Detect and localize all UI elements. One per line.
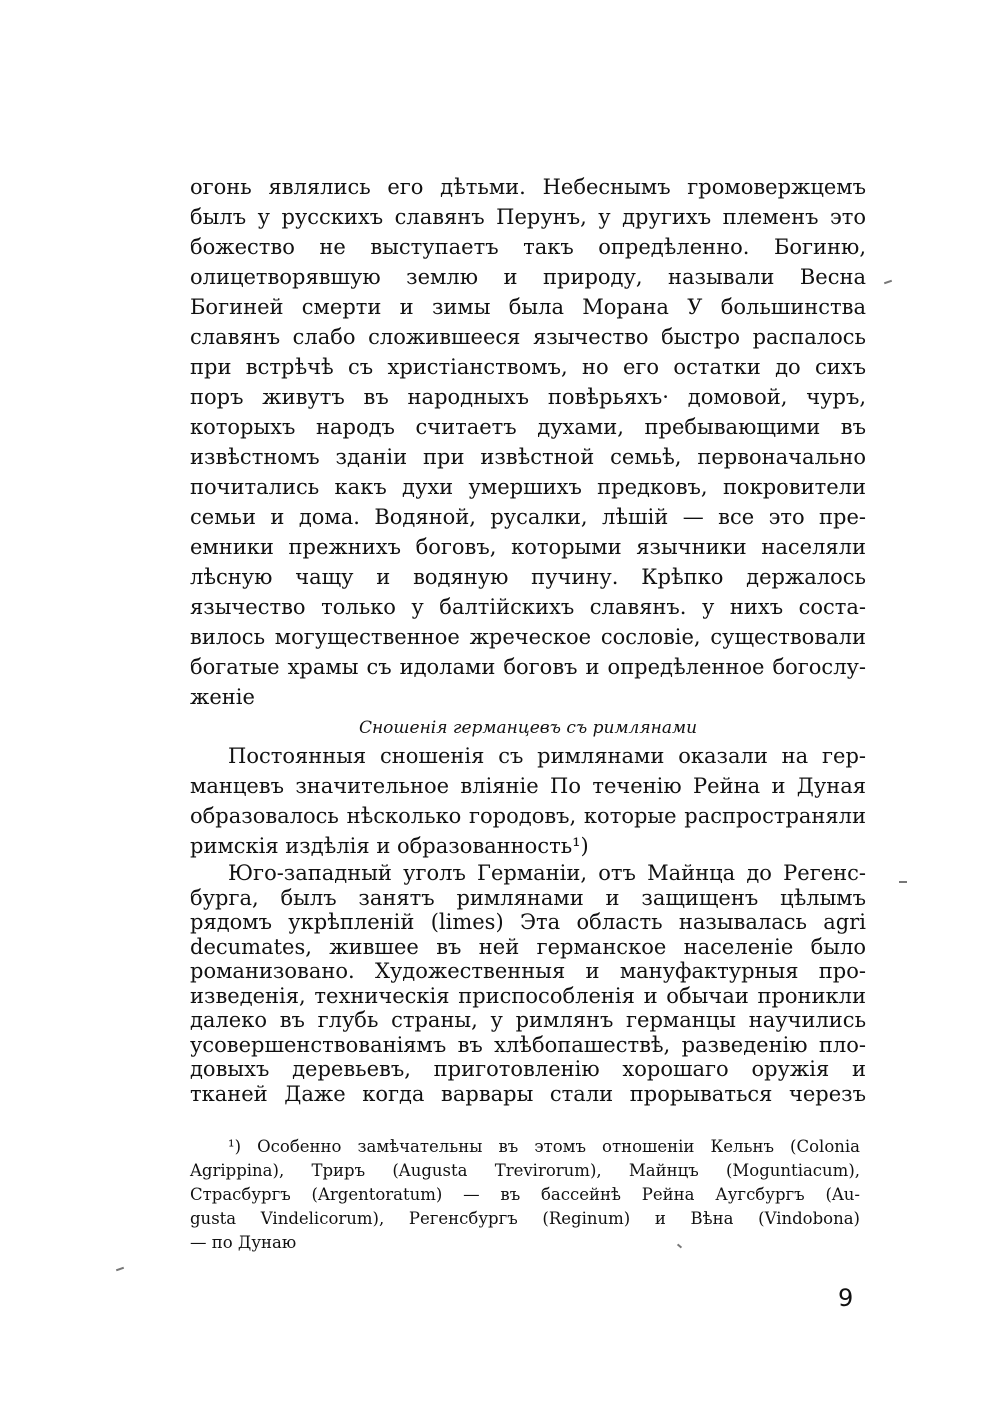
footnote-line: Agrippina), Триръ (Augusta Trevirorum), Майнцъ (Moguntiacum), xyxy=(190,1161,860,1180)
text-line: вилось могущественное жреческое сословіе, существовали xyxy=(190,625,866,649)
footnote-line: Страсбургъ (Argentoratum) — въ бассейнѣ Рейна Аугсбургъ (Au- xyxy=(190,1185,860,1204)
section-heading: Сношенія германцевъ съ римлянами xyxy=(358,718,698,738)
text-line: довыхъ деревьевъ, приготовленію хорошаго оружія и xyxy=(190,1057,866,1081)
text-line: поръ живутъ въ народныхъ повѣрьяхъ· домовой, чуръ, xyxy=(190,385,866,409)
text-line: язычество только у балтійскихъ славянъ. у нихъ соста- xyxy=(190,595,866,619)
scan-speck xyxy=(116,1267,124,1272)
text-line: олицетворявшую землю и природу, называли Весна xyxy=(190,265,866,289)
text-line: при встрѣчѣ съ христіанствомъ, но его остатки до сихъ xyxy=(190,355,866,379)
footnote-line: ¹) Особенно замѣчательны въ этомъ отношеніи Кельнъ (Colonia xyxy=(228,1137,860,1156)
text-line: Богиней смерти и зимы была Морана У большинства xyxy=(190,295,866,319)
text-line: емники прежнихъ боговъ, которыми язычники населяли xyxy=(190,535,866,559)
paragraph-roman-relations xyxy=(190,741,866,861)
text-line: былъ у русскихъ славянъ Перунъ, у другихъ племенъ это xyxy=(190,205,866,229)
scan-speck xyxy=(899,881,907,883)
text-line: рядомъ укрѣпленій (limes) Эта область называлась agri xyxy=(190,910,866,934)
text-line: изведенія, техническія приспособленія и обычаи проникли xyxy=(190,983,866,1008)
text-line: почитались какъ духи умершихъ предковъ, покровители xyxy=(190,475,866,499)
text-line: которыхъ народъ считаетъ духами, пребывающими въ xyxy=(190,415,866,439)
text-line: божество не выступаетъ такъ опредѣленно. Богиню, xyxy=(190,235,866,259)
text-line: романизовано. Художественныя и мануфактурныя про- xyxy=(190,959,866,983)
text-line: извѣстномъ зданіи при извѣстной семьѣ, первоначально xyxy=(190,445,866,469)
text-line: Юго-западный уголъ Германіи, отъ Майнца до Регенс- xyxy=(228,861,866,885)
paragraph-slavic-paganism xyxy=(190,172,866,712)
text-line: славянъ слабо сложившееся язычество быстро распалось xyxy=(190,325,866,349)
text-line: семьи и дома. Водяной, русалки, лѣшій — все это пре- xyxy=(190,505,866,529)
text-line: далеко въ глубь страны, у римлянъ германцы научились xyxy=(190,1008,866,1032)
text-line: усовершенствованіямъ въ хлѣбопашествѣ, разведенію пло- xyxy=(190,1032,866,1057)
text-line: богатые храмы съ идолами боговъ и опредѣленное богослу- xyxy=(190,655,866,679)
text-line: decumates, жившее въ ней германское населеніе было xyxy=(190,934,866,959)
text-line: римскія издѣлія и образованность¹) xyxy=(190,834,589,858)
footnote-line: — по Дунаю xyxy=(190,1233,297,1252)
footnote-line: gusta Vindelicorum), Регенсбургъ (Reginum) и Вѣна (Vindobona) xyxy=(190,1209,860,1228)
text-line: Постоянныя сношенія съ римлянами оказали на гер- xyxy=(228,744,866,768)
text-line: тканей Даже когда варвары стали прорываться черезъ xyxy=(190,1081,866,1106)
footnote xyxy=(190,1135,860,1255)
text-line: лѣсную чащу и водяную пучину. Крѣпко держалось xyxy=(190,565,866,589)
text-line: огонь являлись его дѣтьми. Небеснымъ громовержцемъ xyxy=(190,175,866,199)
scan-speck xyxy=(884,280,892,285)
page-number: 9 xyxy=(838,1284,854,1312)
text-line: манцевъ значительное вліяніе По теченію Рейна и Дуная xyxy=(190,774,866,798)
text-line: образовалось нѣсколько городовъ, которые распространяли xyxy=(190,804,866,828)
text-line: бурга, былъ занятъ римлянами и защищенъ цѣлымъ xyxy=(190,885,866,910)
text-line: женіе xyxy=(190,685,255,709)
paragraph-southwest-germany xyxy=(190,861,866,1106)
